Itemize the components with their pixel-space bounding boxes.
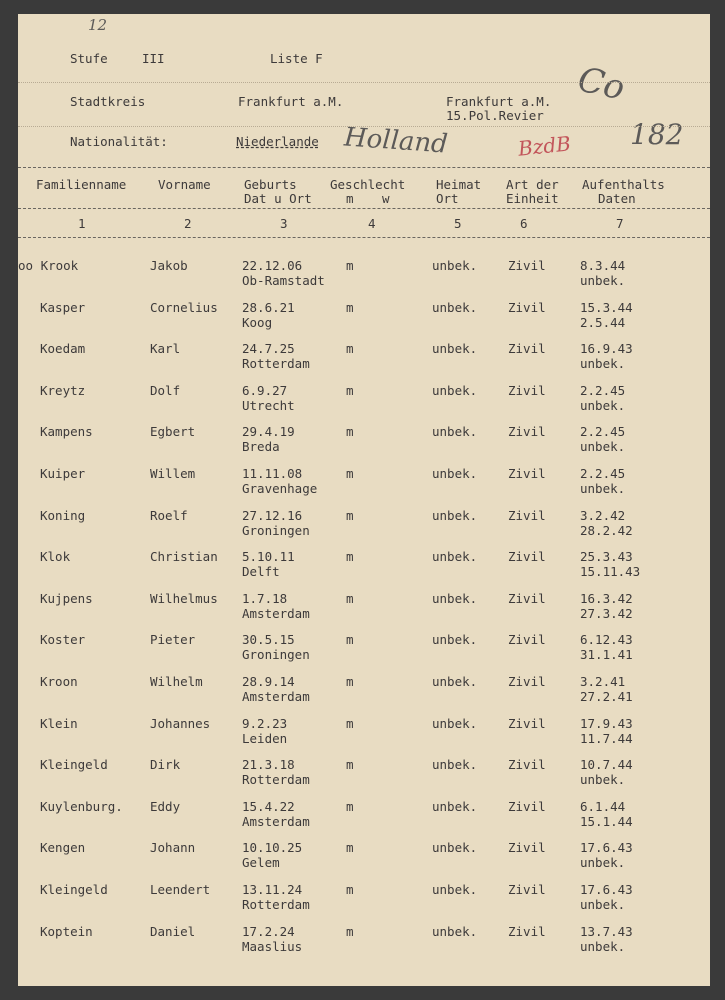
sex-cell: m (346, 923, 354, 939)
stufe-value: III (142, 51, 165, 66)
sex-cell: m (346, 757, 354, 773)
table-row (18, 424, 710, 466)
unit-cell: Zivil (508, 882, 546, 897)
heimat-cell: unbek. (432, 382, 478, 398)
unit-cell: Zivil (508, 674, 546, 689)
firstname-cell: Johann (150, 840, 196, 856)
table-row (18, 508, 710, 550)
stay-from-cell: 3.2.42 (580, 507, 626, 523)
col-num-4: 4 (368, 216, 376, 231)
surname-cell: Klok (40, 549, 71, 565)
stay-from-cell: 25.3.43 (580, 549, 633, 565)
stufe-label: Stufe (70, 51, 108, 66)
col-einheit: Einheit (506, 191, 559, 206)
table-row (18, 591, 710, 633)
table-row (18, 258, 710, 300)
unit-cell: Zivil (508, 341, 546, 357)
heimat-cell: unbek. (432, 923, 478, 939)
birthdate-cell: 28.9.14 (242, 674, 295, 689)
birthplace-cell: Amsterdam (242, 813, 310, 829)
birthplace-cell: Rotterdam (242, 897, 310, 912)
surname-cell: Koster (40, 632, 86, 648)
col-num-7: 7 (616, 216, 624, 231)
stay-from-cell: 2.2.45 (580, 382, 626, 398)
unit-cell: Zivil (508, 715, 546, 731)
unit-cell: Zivil (508, 632, 546, 648)
firstname-cell: Johannes (150, 715, 211, 731)
birthplace-cell: Gravenhage (242, 481, 318, 496)
stadtkreis-label: Stadtkreis (70, 94, 146, 109)
firstname-cell: Leendert (150, 882, 211, 897)
birthdate-cell: 27.12.16 (242, 507, 303, 523)
surname-cell: Kasper (40, 299, 86, 315)
birthdate-cell: 10.10.25 (242, 840, 303, 856)
surname-cell: Kampens (40, 424, 93, 440)
table-row (18, 716, 710, 758)
heimat-cell: unbek. (432, 632, 478, 648)
red-stamp: BzdB (516, 131, 572, 161)
firstname-cell: Cornelius (150, 299, 218, 315)
birthplace-cell: Gelem (242, 855, 280, 871)
stay-from-cell: 2.2.45 (580, 424, 626, 440)
unit-cell: Zivil (508, 757, 546, 773)
sex-cell: m (346, 674, 354, 689)
col-geschlecht-w: w (382, 191, 390, 206)
surname-cell: Kleingeld (40, 882, 108, 897)
sex-cell: m (346, 840, 354, 856)
handwritten-country: Holland (343, 122, 449, 160)
unit-cell: Zivil (508, 840, 546, 856)
table-row (18, 549, 710, 591)
birthdate-cell: 11.11.08 (242, 466, 303, 481)
stay-to-cell: unbek. (580, 938, 626, 954)
surname-cell: oo Krook (18, 258, 79, 273)
stay-to-cell: unbek. (580, 772, 626, 788)
table-row (18, 840, 710, 882)
handwritten-initials: Co (574, 59, 629, 109)
firstname-cell: Roelf (150, 507, 188, 523)
sex-cell: m (346, 507, 354, 523)
stay-to-cell: unbek. (580, 481, 626, 496)
col-num-1: 1 (78, 216, 86, 231)
col-geschlecht-m: m (346, 191, 354, 206)
firstname-cell: Wilhelm (150, 674, 203, 689)
unit-cell: Zivil (508, 466, 546, 481)
document-sheet (18, 14, 710, 986)
location-line1: Frankfurt a.M. (446, 94, 552, 109)
birthdate-cell: 15.4.22 (242, 798, 295, 814)
col-num-5: 5 (454, 216, 462, 231)
table-row (18, 466, 710, 508)
table-row (18, 341, 710, 383)
sex-cell: m (346, 466, 354, 481)
unit-cell: Zivil (508, 382, 546, 398)
nationality-value: Niederlande (236, 134, 319, 149)
birthplace-cell: Koog (242, 314, 273, 330)
birthplace-cell: Breda (242, 439, 280, 455)
heimat-cell: unbek. (432, 549, 478, 565)
birthplace-cell: Delft (242, 564, 280, 580)
firstname-cell: Dolf (150, 382, 181, 398)
table-top-rule (18, 167, 710, 168)
heimat-cell: unbek. (432, 757, 478, 773)
table-row (18, 924, 710, 966)
page-number: 12 (88, 16, 108, 34)
table-row (18, 674, 710, 716)
birthdate-cell: 5.10.11 (242, 549, 295, 565)
col-dat-u-ort: Dat u Ort (244, 191, 312, 206)
heimat-cell: unbek. (432, 466, 478, 481)
col-geburts: Geburts (244, 177, 297, 192)
table-row (18, 300, 710, 342)
sex-cell: m (346, 798, 354, 814)
firstname-cell: Daniel (150, 923, 196, 939)
col-vorname: Vorname (158, 177, 211, 192)
birthdate-cell: 22.12.06 (242, 258, 303, 273)
sex-cell: m (346, 258, 354, 273)
unit-cell: Zivil (508, 549, 546, 565)
heimat-cell: unbek. (432, 715, 478, 731)
stay-to-cell: unbek. (580, 397, 626, 413)
table-row (18, 632, 710, 674)
stay-to-cell: 28.2.42 (580, 522, 633, 538)
unit-cell: Zivil (508, 424, 546, 440)
col-familienname: Familienname (36, 177, 127, 192)
col-geschlecht: Geschlecht (330, 177, 406, 192)
sex-cell: m (346, 590, 354, 606)
surname-cell: Kujpens (40, 590, 93, 606)
numbers-rule (18, 237, 710, 238)
sex-cell: m (346, 549, 354, 565)
birthplace-cell: Leiden (242, 730, 288, 746)
stay-to-cell: 2.5.44 (580, 314, 626, 330)
heimat-cell: unbek. (432, 882, 478, 897)
surname-cell: Kreytz (40, 382, 86, 398)
nationality-label: Nationalität: (70, 134, 168, 149)
stay-from-cell: 10.7.44 (580, 757, 633, 773)
table-row (18, 799, 710, 841)
firstname-cell: Dirk (150, 757, 181, 773)
sex-cell: m (346, 424, 354, 440)
surname-cell: Kuylenburg. (40, 798, 123, 814)
stay-to-cell: 27.3.42 (580, 605, 633, 621)
sex-cell: m (346, 632, 354, 648)
col-aufenthalts: Aufenthalts (582, 177, 665, 192)
surname-cell: Kengen (40, 840, 86, 856)
sex-cell: m (346, 382, 354, 398)
birthdate-cell: 13.11.24 (242, 882, 303, 897)
location-line2: 15.Pol.Revier (446, 108, 544, 123)
heimat-cell: unbek. (432, 840, 478, 856)
stay-from-cell: 8.3.44 (580, 258, 626, 273)
heimat-cell: unbek. (432, 590, 478, 606)
firstname-cell: Christian (150, 549, 218, 565)
stay-from-cell: 17.6.43 (580, 882, 633, 897)
firstname-cell: Jakob (150, 258, 188, 273)
table-row (18, 383, 710, 425)
birthplace-cell: Groningen (242, 647, 310, 663)
birthdate-cell: 1.7.18 (242, 590, 288, 606)
stay-to-cell: unbek. (580, 897, 626, 912)
header-rule (18, 208, 710, 209)
surname-cell: Klein (40, 715, 78, 731)
birthdate-cell: 6.9.27 (242, 382, 288, 398)
firstname-cell: Wilhelmus (150, 590, 218, 606)
stadtkreis-value: Frankfurt a.M. (238, 94, 344, 109)
birthdate-cell: 29.4.19 (242, 424, 295, 440)
birthplace-cell: Rotterdam (242, 356, 310, 372)
birthdate-cell: 21.3.18 (242, 757, 295, 773)
stay-to-cell: 27.2.41 (580, 689, 633, 704)
col-heimat-ort: Ort (436, 191, 459, 206)
surname-cell: Koning (40, 507, 86, 523)
heimat-cell: unbek. (432, 424, 478, 440)
heimat-cell: unbek. (432, 674, 478, 689)
unit-cell: Zivil (508, 299, 546, 315)
firstname-cell: Egbert (150, 424, 196, 440)
heimat-cell: unbek. (432, 507, 478, 523)
birthdate-cell: 17.2.24 (242, 923, 295, 939)
birthplace-cell: Ob-Ramstadt (242, 273, 325, 288)
heimat-cell: unbek. (432, 258, 478, 273)
birthplace-cell: Amsterdam (242, 605, 310, 621)
table-row (18, 757, 710, 799)
firstname-cell: Eddy (150, 798, 181, 814)
surname-cell: Koedam (40, 341, 86, 357)
stay-from-cell: 17.9.43 (580, 715, 633, 731)
surname-cell: Kleingeld (40, 757, 108, 773)
surname-cell: Kuiper (40, 466, 86, 481)
stay-from-cell: 6.1.44 (580, 798, 626, 814)
stay-to-cell: unbek. (580, 439, 626, 455)
firstname-cell: Karl (150, 341, 181, 357)
table-row (18, 882, 710, 924)
heimat-cell: unbek. (432, 798, 478, 814)
stay-from-cell: 2.2.45 (580, 466, 626, 481)
birthplace-cell: Groningen (242, 522, 310, 538)
stay-from-cell: 16.9.43 (580, 341, 633, 357)
col-num-2: 2 (184, 216, 192, 231)
stay-from-cell: 17.6.43 (580, 840, 633, 856)
col-heimat: Heimat (436, 177, 482, 192)
sex-cell: m (346, 882, 354, 897)
stay-to-cell: 15.11.43 (580, 564, 641, 580)
stay-to-cell: 11.7.44 (580, 730, 633, 746)
unit-cell: Zivil (508, 798, 546, 814)
birthplace-cell: Utrecht (242, 397, 295, 413)
firstname-cell: Willem (150, 466, 196, 481)
stay-from-cell: 3.2.41 (580, 674, 626, 689)
surname-cell: Koptein (40, 923, 93, 939)
heimat-cell: unbek. (432, 341, 478, 357)
stay-to-cell: 31.1.41 (580, 647, 633, 663)
surname-cell: Kroon (40, 674, 78, 689)
stay-to-cell: unbek. (580, 855, 626, 871)
stay-from-cell: 13.7.43 (580, 923, 633, 939)
stay-from-cell: 6.12.43 (580, 632, 633, 648)
birthdate-cell: 30.5.15 (242, 632, 295, 648)
firstname-cell: Pieter (150, 632, 196, 648)
birthdate-cell: 24.7.25 (242, 341, 295, 357)
handwritten-number: 182 (630, 118, 684, 151)
stay-to-cell: 15.1.44 (580, 813, 633, 829)
col-num-6: 6 (520, 216, 528, 231)
col-daten: Daten (598, 191, 636, 206)
unit-cell: Zivil (508, 258, 546, 273)
birthdate-cell: 28.6.21 (242, 299, 295, 315)
unit-cell: Zivil (508, 507, 546, 523)
col-art-der: Art der (506, 177, 559, 192)
heimat-cell: unbek. (432, 299, 478, 315)
birthplace-cell: Maaslius (242, 938, 303, 954)
birthplace-cell: Rotterdam (242, 772, 310, 788)
stay-from-cell: 16.3.42 (580, 590, 633, 606)
unit-cell: Zivil (508, 923, 546, 939)
birthplace-cell: Amsterdam (242, 689, 310, 704)
sex-cell: m (346, 299, 354, 315)
stay-to-cell: unbek. (580, 273, 626, 288)
stay-from-cell: 15.3.44 (580, 299, 633, 315)
birthdate-cell: 9.2.23 (242, 715, 288, 731)
col-num-3: 3 (280, 216, 288, 231)
divider (18, 82, 710, 83)
sex-cell: m (346, 341, 354, 357)
sex-cell: m (346, 715, 354, 731)
stay-to-cell: unbek. (580, 356, 626, 372)
unit-cell: Zivil (508, 590, 546, 606)
liste-label: Liste F (270, 51, 323, 66)
